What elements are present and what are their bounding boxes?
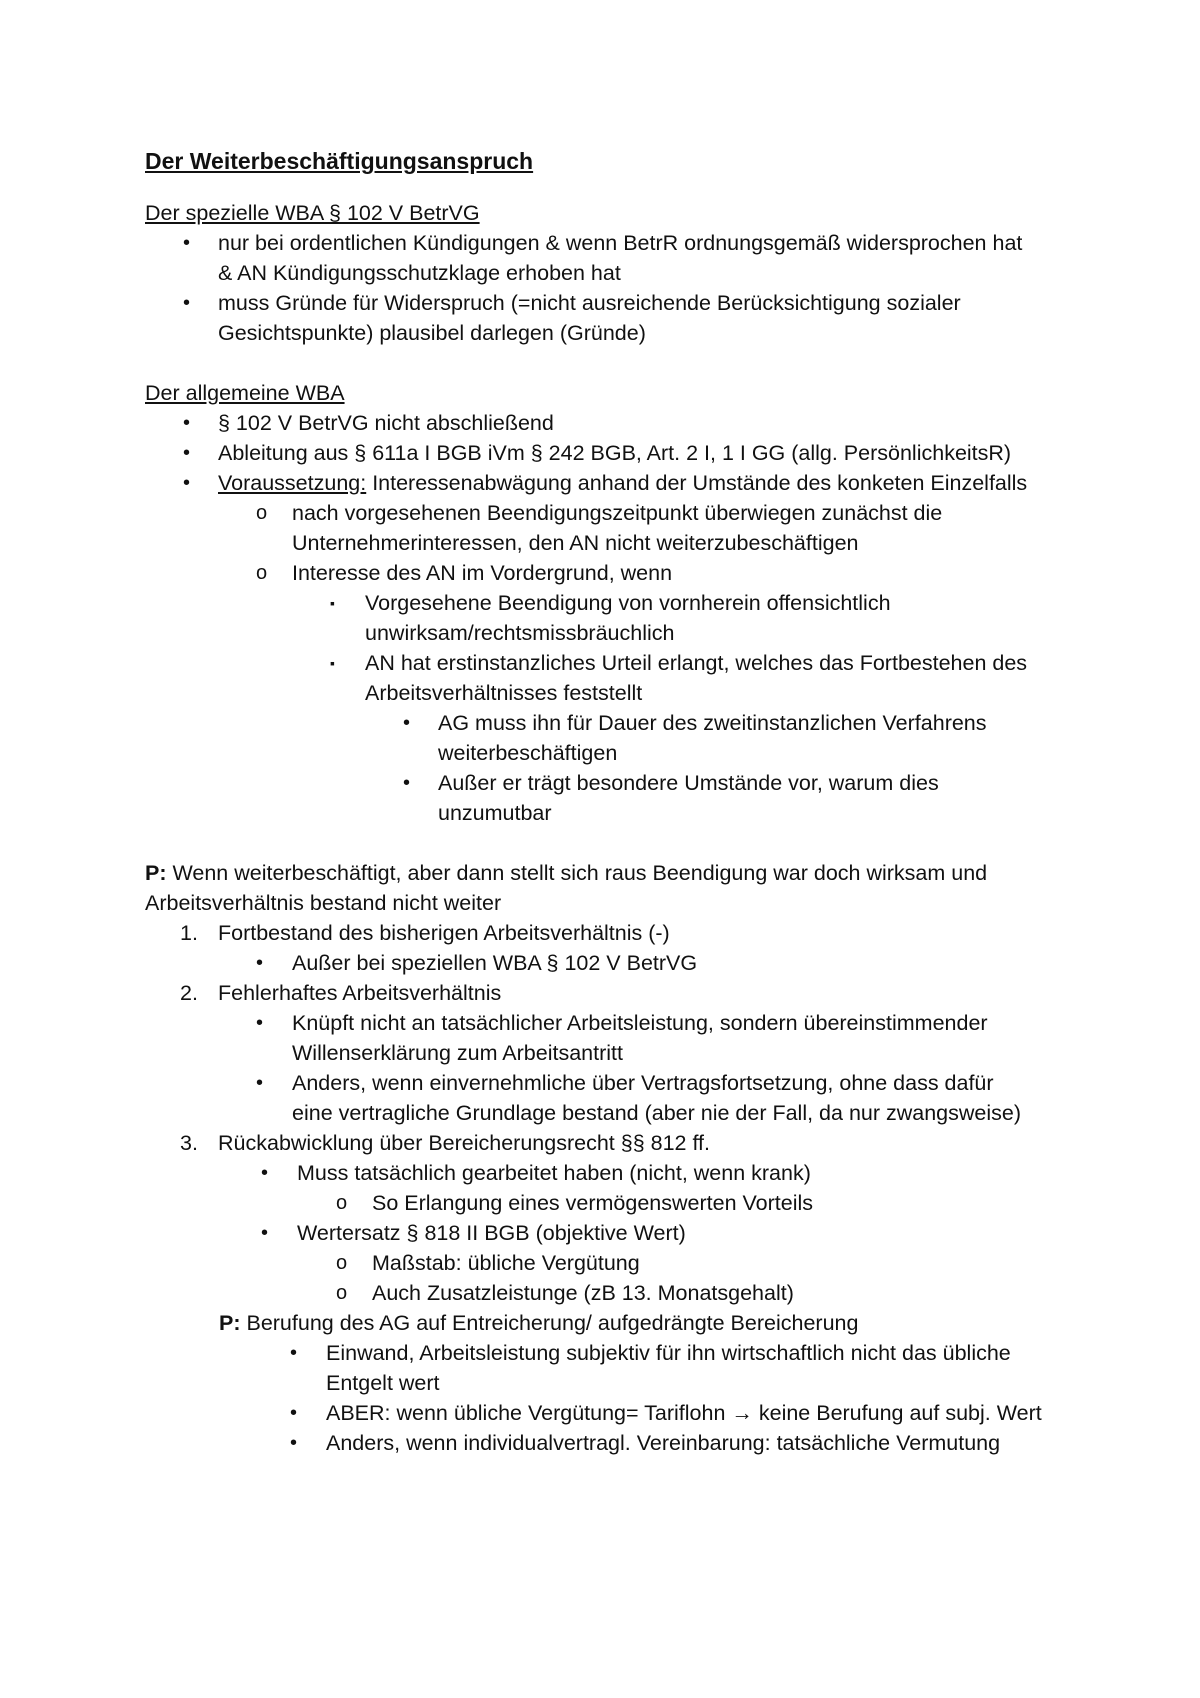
numbered-item: 2. Fehlerhaftes Arbeitsverhältnis (180, 981, 502, 1005)
bullet-icon: • (403, 772, 411, 794)
list-item: o Interesse des AN im Vordergrund, wenn (145, 558, 1075, 588)
list-item: • Anders, wenn einvernehmliche über Vertragsfortsetzung, ohne dass dafür eine vertragliche Grundlage bestand (aber nie der Fall, da nur zwangsweise) (145, 1068, 1075, 1128)
list-item: • AG muss ihn für Dauer des zweitinstanzlichen Verfahrens weiterbeschäftigen (145, 708, 1075, 768)
section-heading: Der spezielle WBA § 102 V BetrVG (145, 201, 480, 225)
square-bullet-icon: ▪ (330, 595, 335, 611)
label-voraussetzung: Voraussetzung: (218, 471, 367, 495)
bullet-icon: • (290, 1342, 298, 1364)
list-item: • Einwand, Arbeitsleistung subjektiv für ihn wirtschaftlich nicht das übliche Entgelt wert (145, 1338, 1075, 1398)
list-item: • nur bei ordentlichen Kündigungen & wenn BetrR ordnungsgemäß widersprochen hat & AN Kündigungsschutzklage erhoben hat (145, 228, 1075, 288)
list-item: • Voraussetzung: Interessenabwägung anhand der Umstände des konketen Einzelfalls (145, 468, 1075, 498)
bullet-icon: • (261, 1162, 269, 1184)
circle-bullet-icon: o (256, 562, 268, 584)
list-item: ▪ Vorgesehene Beendigung von vornherein offensichtlich unwirksam/rechtsmissbräuchlich (145, 588, 1075, 648)
section-heading: Der allgemeine WBA (145, 381, 345, 405)
bullet-icon: • (183, 232, 191, 254)
problem-2: P: Berufung des AG auf Entreicherung/ aufgedrängte Bereicherung (219, 1311, 859, 1335)
list-item: o Maßstab: übliche Vergütung (145, 1248, 1075, 1278)
document-title: Der Weiterbeschäftigungsanspruch (145, 148, 534, 174)
bullet-icon: • (290, 1432, 298, 1454)
section-problem: P: Wenn weiterbeschäftigt, aber dann stellt sich raus Beendigung war doch wirksam und Arbeitsverhältnis bestand nicht weiter 1. Fortbestand des bisherigen Arbeitsverhältnis (-) • Außer bei speziellen WBA § 102 V BetrVG 2. Fehlerhaftes Arbeitsverhältnis • Knüpft nicht an tatsächlicher Arbeitsleistung, sondern übereinstimmender Willenserklärung zum Arbeitsantritt • Anders, wenn einvernehmliche über Vertragsfortsetzung, ohne dass dafür eine vertragliche Grundlage bestand (aber nie der Fall, da nur zwangsweise) 3. Rückabwicklung über Bereicherungsrecht §§ 812 ff. • Muss tatsächlich gearbeitet haben (nicht, wenn krank) o So Erlangung eines vermögenswerten Vorteils • Wertersatz § 818 II BGB (objektive Wert) o Maßstab: übliche Vergütung o Auch Zusatzleistunge (zB 13. Monatsgehalt) P: Berufung des AG auf Entreicherung/ aufgedrängte Bereicherung • Einwand, Arbeitsleistung subjektiv für ihn wirtschaftlich nicht das übliche Entgelt wert • ABER: wenn übliche Vergütung= Tariflohn → keine Berufung auf subj. Wert • Anders, wenn individualvertragl. Vereinbarung: tatsächliche Vermutung (145, 858, 1075, 1458)
list-item: • Wertersatz § 818 II BGB (objektive Wert) (145, 1218, 1075, 1248)
bullet-icon: • (183, 442, 191, 464)
bullet-icon: • (183, 292, 191, 314)
list-item: • Anders, wenn individualvertragl. Vereinbarung: tatsächliche Vermutung (145, 1428, 1075, 1458)
numbered-item: 3. Rückabwicklung über Bereicherungsrecht §§ 812 ff. (180, 1131, 711, 1155)
list-item: o nach vorgesehenen Beendigungszeitpunkt überwiegen zunächst die Unternehmerinteressen, den AN nicht weiterzubeschäftigen (145, 498, 1075, 558)
list-item: • muss Gründe für Widerspruch (=nicht ausreichende Berücksichtigung sozialer Gesichtspunkte) plausibel darlegen (Gründe) (145, 288, 1075, 348)
bullet-icon: • (261, 1222, 269, 1244)
list-item: • § 102 V BetrVG nicht abschließend (145, 408, 1075, 438)
list-item: • ABER: wenn übliche Vergütung= Tariflohn → keine Berufung auf subj. Wert (145, 1398, 1075, 1428)
circle-bullet-icon: o (336, 1282, 348, 1304)
circle-bullet-icon: o (336, 1252, 348, 1274)
problem-intro: P: Wenn weiterbeschäftigt, aber dann stellt sich raus Beendigung war doch wirksam und (145, 861, 988, 885)
bullet-icon: • (403, 712, 411, 734)
list-item: • Ableitung aus § 611a I BGB iVm § 242 BGB, Art. 2 I, 1 I GG (allg. PersönlichkeitsR) (145, 438, 1075, 468)
numbered-item: 1. Fortbestand des bisherigen Arbeitsverhältnis (-) (180, 921, 670, 945)
list-item: • Außer er trägt besondere Umstände vor, warum dies unzumutbar (145, 768, 1075, 828)
bullet-icon: • (256, 952, 264, 974)
square-bullet-icon: ▪ (330, 655, 335, 671)
bullet-icon: • (183, 472, 191, 494)
section-special-wba (145, 198, 1075, 348)
bullet-icon: • (256, 1072, 264, 1094)
bullet-icon: • (256, 1012, 264, 1034)
bullet-icon: • (290, 1402, 298, 1424)
list-item: o So Erlangung eines vermögenswerten Vorteils (145, 1188, 1075, 1218)
document-body (145, 146, 1075, 1488)
list-item: • Knüpft nicht an tatsächlicher Arbeitsleistung, sondern übereinstimmender Willenserklärung zum Arbeitsantritt (145, 1008, 1075, 1068)
list-item: • Muss tatsächlich gearbeitet haben (nicht, wenn krank) (145, 1158, 1075, 1188)
circle-bullet-icon: o (336, 1192, 348, 1214)
section-general-wba (145, 378, 1075, 828)
circle-bullet-icon: o (256, 502, 268, 524)
list-item: • Außer bei speziellen WBA § 102 V BetrVG (145, 948, 1075, 978)
bullet-icon: • (183, 412, 191, 434)
list-item: o Auch Zusatzleistunge (zB 13. Monatsgehalt) (145, 1278, 1075, 1308)
list-item: ▪ AN hat erstinstanzliches Urteil erlangt, welches das Fortbestehen des Arbeitsverhältnisses feststellt (145, 648, 1075, 708)
